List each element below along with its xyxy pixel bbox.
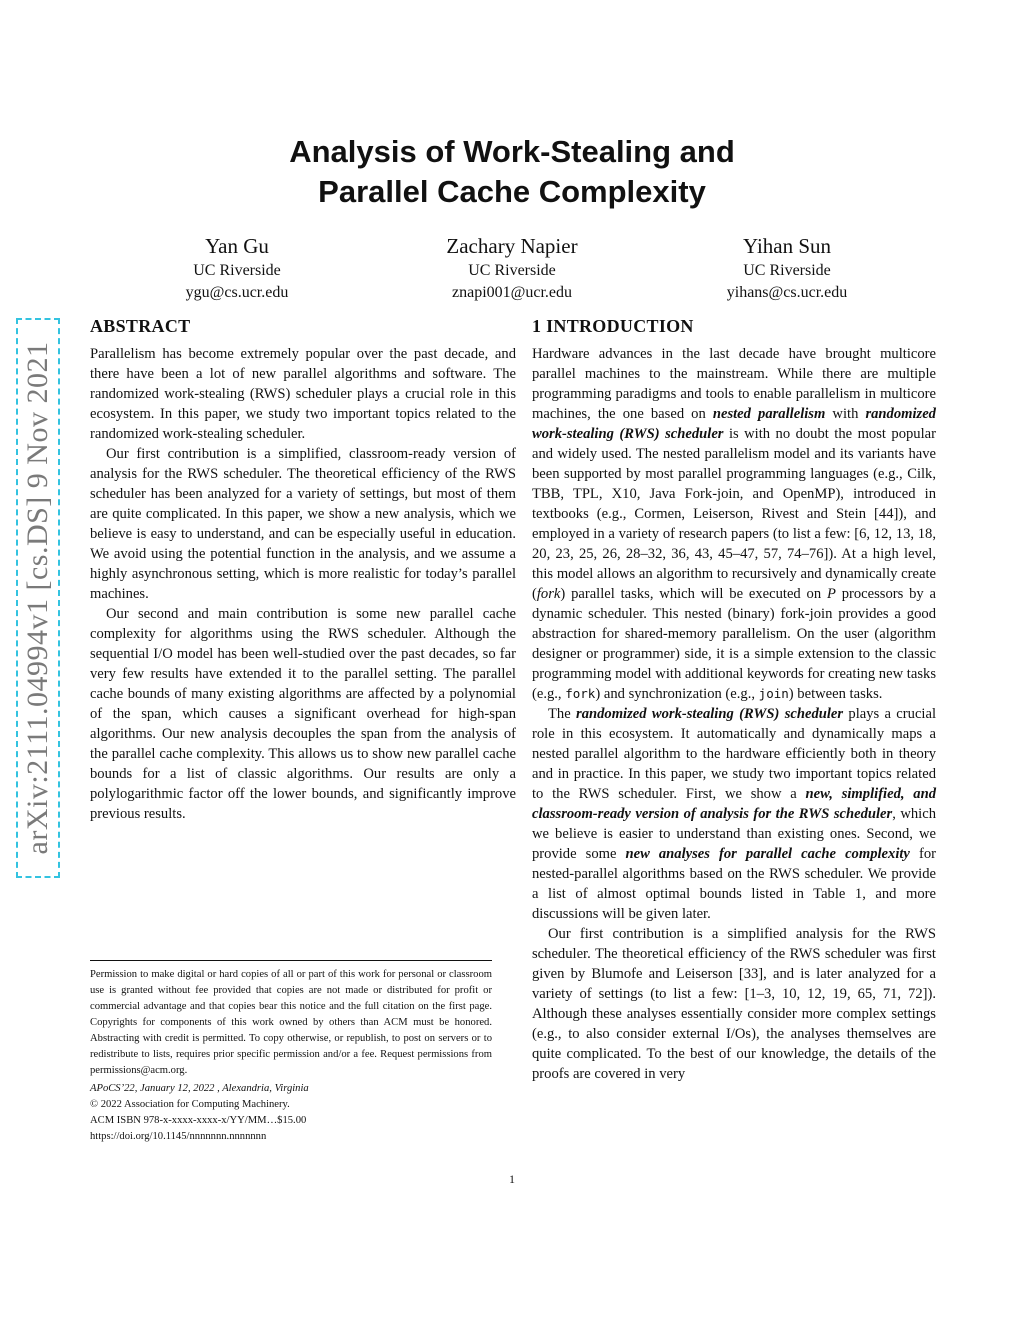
author-name: Yan Gu xyxy=(205,234,269,258)
math-variable: P xyxy=(826,586,836,602)
isbn-line: ACM ISBN 978-x-xxxx-xxxx-x/YY/MM…$15.00 xyxy=(90,1115,307,1126)
abstract-paragraph: Our second and main contribution is some new parallel cache complexity for algorithms using the RWS scheduler. Although the sequential I/O model has been well-studied over the past decades, so far very few results have extended it to the parallel setting. The parallel cache bounds of many existing algorithms are affected by a polynomial of the span, which causes a significant overhead for high-span algorithms. Our new analysis decouples the span from the analysis of the parallel cache complexity. This allows us to show new parallel cache bounds for a list of classic algorithms. Our results are only a polylogarithmic factor off the lower bounds, and significantly improve previous results. xyxy=(90,606,516,822)
copyright-line: © 2022 Association for Computing Machinery. xyxy=(90,1099,290,1110)
emphasis: new analyses for parallel cache complexity xyxy=(625,846,910,862)
author-3 xyxy=(657,232,917,304)
emphasis: new, simplified, and classroom-ready version of analysis for the RWS scheduler xyxy=(532,786,936,822)
author-email: ygu@cs.ucr.edu xyxy=(185,284,289,301)
author-affiliation: UC Riverside xyxy=(743,262,831,279)
abstract-paragraph: Parallelism has become extremely popular over the past decade, and there have been a lot of new parallel algorithms and software. The randomized work-stealing (RWS) scheduler plays a crucial role in this ecosystem. In this paper, we study two important topics related to the randomized work-stealing scheduler. xyxy=(90,346,516,442)
title-line-1: Analysis of Work-Stealing and xyxy=(289,134,735,169)
author-2 xyxy=(382,232,642,304)
paper-title xyxy=(0,132,1024,212)
code-keyword: join xyxy=(758,686,789,701)
author-name: Zachary Napier xyxy=(446,234,578,258)
abstract-heading: ABSTRACT xyxy=(90,316,191,336)
code-keyword: fork xyxy=(565,686,596,701)
permission-text: Permission to make digital or hard copies of all or part of this work for personal or classroom use is granted without fee provided that copies are not made or distributed for profit or commercial advantage and that copies bear this notice and the full citation on the first page. Copyrights for components of this work owned by others than ACM must be honored. Abstracting with credit is permitted. To copy otherwise, or republish, to post on servers or to redistribute to lists, requires prior specific permission and/or a fee. Request permissions from permissions@acm.org. xyxy=(90,969,492,1076)
author-affiliation: UC Riverside xyxy=(193,262,281,279)
author-affiliation: UC Riverside xyxy=(468,262,556,279)
author-email: yihans@cs.ucr.edu xyxy=(726,284,848,301)
permission-footnote xyxy=(90,960,492,1145)
page-number: 1 xyxy=(509,1172,515,1186)
doi-link[interactable]: https://doi.org/10.1145/nnnnnnn.nnnnnnn xyxy=(90,1131,267,1142)
author-1 xyxy=(107,232,367,304)
emphasis: nested parallelism xyxy=(712,406,826,422)
author-name: Yihan Sun xyxy=(742,234,832,258)
emphasis-italic: fork xyxy=(536,586,561,602)
venue-line: APoCS’22, January 12, 2022 , Alexandria, Virginia xyxy=(90,1083,309,1094)
abstract-paragraph: Our first contribution is a simplified, classroom-ready version of analysis for the RWS scheduler. The theoretical efficiency of the RWS scheduler has been analyzed for a variety of settings, but most of them are quite complicated. In this paper, we show a new analysis, which we believe is easy to understand, and can be especially useful in education. We avoid using the potential function in the analysis, and we assume a highly asynchronous setting, which is more realistic for today’s parallel machines. xyxy=(90,446,516,602)
introduction-section xyxy=(532,314,936,1084)
abstract-section xyxy=(90,314,516,824)
emphasis: randomized work-stealing (RWS) scheduler xyxy=(576,706,844,722)
emphasis: randomized work-stealing (RWS) scheduler xyxy=(532,406,936,442)
arxiv-identifier: arXiv:2111.04994v1 [cs.DS] 9 Nov 2021 xyxy=(21,341,54,855)
intro-paragraph: Hardware advances in the last decade have brought multicore parallel machines to the mainstream. While there are multiple programming paradigms and tools to enable parallelism in multicore machines, the one based on nested parallelism with randomized work-stealing (RWS) scheduler is with no doubt the most popular and widely used. The nested parallelism model and its variants have been supported by most parallel programming languages (e.g., Cilk, TBB, TPL, X10, Java Fork-join, and OpenMP), introduced in textbooks (e.g., Cormen, Leiserson, Rivest and Stein [44]), and employed in a variety of research papers (to list a few: [6, 12, 13, 18, 20, 23, 25, 26, 28–32, 36, 43, 45–47, 57, 74–76]). At a high level, this model allows an algorithm to recursively and dynamically create (fork) parallel tasks, which will be executed on P processors by a dynamic scheduler. This nested (binary) fork-join provides a good abstraction for shared-memory parallelism. On the user (algorithm designer or programmer) side, it is a simple extension to the classic programming model with additional keywords for creating new tasks (e.g., fork) and synchronization (e.g., join) between tasks. xyxy=(532,346,936,702)
intro-paragraph: Our first contribution is a simplified analysis for the RWS scheduler. The theoretical efficiency of the RWS scheduler was first given by Blumofe and Leiserson [33], and is later analyzed for a variety of settings (to list a few: [1–3, 10, 12, 19, 65, 71, 72]). Although these analyses essentially consider more complex settings (e.g., to also consider external I/Os), the analyses themselves are quite complicated. To the best of our knowledge, the details of the proofs are covered in very xyxy=(532,926,936,1082)
intro-paragraph: The randomized work-stealing (RWS) scheduler plays a crucial role in this ecosystem. It automatically and dynamically maps a nested parallel algorithm to the hardware efficiently both in theory and in practice. In this paper, we study two important topics related to the RWS scheduler. First, we show a new, simplified, and classroom-ready version of analysis for the RWS scheduler, which we believe is easier to understand than existing ones. Second, we provide some new analyses for parallel cache complexity for nested-parallel algorithms based on the RWS scheduler. We provide a list of almost optimal bounds listed in Table 1, and more discussions will be given later. xyxy=(532,706,937,922)
title-line-2: Parallel Cache Complexity xyxy=(318,174,706,209)
arxiv-sidebar-stamp xyxy=(16,318,60,878)
introduction-heading: 1 INTRODUCTION xyxy=(532,316,694,336)
author-email: znapi001@ucr.edu xyxy=(451,284,573,301)
